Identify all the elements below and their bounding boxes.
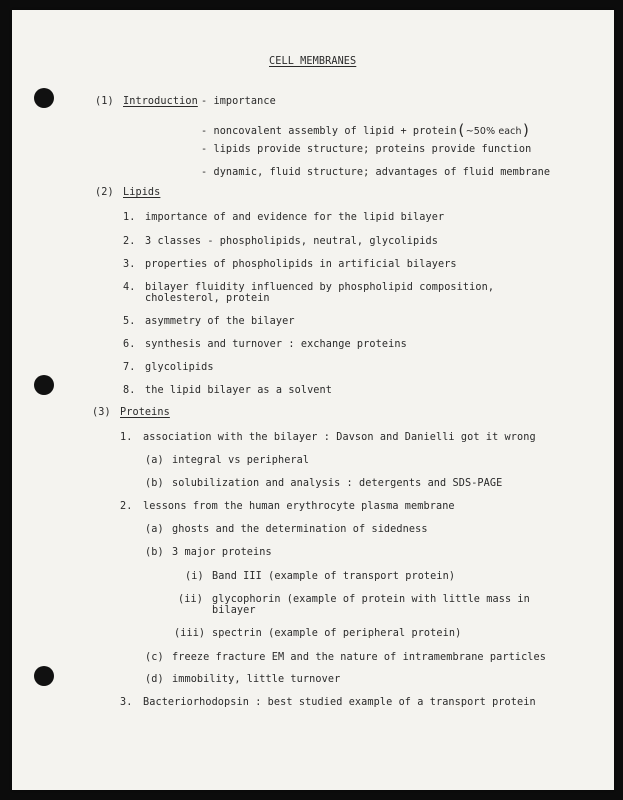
introduction-suffix: - importance: [201, 96, 276, 107]
list-item-number: 1.: [123, 212, 136, 223]
list-item-number: 6.: [123, 339, 136, 350]
sub-item-label: (c): [145, 652, 164, 663]
list-item-number: 1.: [120, 432, 133, 443]
paren-close: ): [521, 121, 531, 139]
roman-item-label: (i): [185, 571, 204, 582]
list-item: importance of and evidence for the lipid bilayer: [145, 212, 445, 223]
section-number-proteins: (3): [92, 407, 111, 418]
list-item: glycolipids: [145, 362, 214, 373]
section-number-lipids: (2): [95, 187, 114, 198]
page-title: CELL MEMBRANES: [269, 56, 357, 67]
sub-item-label: (b): [145, 547, 164, 558]
roman-item-label: (iii): [174, 628, 206, 639]
punch-hole-bottom: [34, 666, 54, 686]
introduction-point-1-text: - noncovalent assembly of lipid + protein: [201, 126, 457, 137]
roman-item-label: (ii): [178, 594, 203, 605]
sub-item: integral vs peripheral: [172, 455, 310, 466]
section-heading-introduction: Introduction: [123, 96, 198, 107]
list-item-number: 3.: [120, 697, 133, 708]
document-page: [12, 10, 614, 790]
introduction-point-2: - lipids provide structure; proteins provide function: [201, 144, 532, 155]
section-number-introduction: (1): [95, 96, 114, 107]
section-heading-proteins: Proteins: [120, 407, 170, 418]
roman-item: glycophorin (example of protein with little mass in: [212, 594, 530, 605]
section-heading-lipids: Lipids: [123, 187, 161, 198]
list-item: 3 classes - phospholipids, neutral, glycolipids: [145, 236, 438, 247]
introduction-point-1: [201, 123, 531, 138]
roman-item: spectrin (example of peripheral protein): [212, 628, 462, 639]
punch-hole-top: [34, 88, 54, 108]
list-item-number: 2.: [120, 501, 133, 512]
list-item-number: 5.: [123, 316, 136, 327]
list-item: bilayer fluidity influenced by phospholipid composition,: [145, 282, 495, 293]
handwritten-note: ~50% each: [465, 126, 522, 137]
roman-item-continuation: bilayer: [212, 605, 256, 616]
list-item: synthesis and turnover : exchange proteins: [145, 339, 407, 350]
list-item-number: 2.: [123, 236, 136, 247]
paren-open: (: [456, 121, 466, 139]
punch-hole-middle: [34, 375, 54, 395]
list-item-continuation: cholesterol, protein: [145, 293, 270, 304]
list-item: asymmetry of the bilayer: [145, 316, 295, 327]
sub-item-label: (a): [145, 524, 164, 535]
roman-item: Band III (example of transport protein): [212, 571, 456, 582]
sub-item: 3 major proteins: [172, 547, 272, 558]
list-item: Bacteriorhodopsin : best studied example of a transport protein: [143, 697, 536, 708]
list-item: properties of phospholipids in artificial bilayers: [145, 259, 457, 270]
sub-item-label: (a): [145, 455, 164, 466]
list-item: association with the bilayer : Davson and Danielli got it wrong: [143, 432, 536, 443]
sub-item: solubilization and analysis : detergents and SDS-PAGE: [172, 478, 503, 489]
introduction-point-3: - dynamic, fluid structure; advantages of fluid membrane: [201, 167, 551, 178]
sub-item-label: (d): [145, 674, 164, 685]
list-item-number: 3.: [123, 259, 136, 270]
list-item-number: 4.: [123, 282, 136, 293]
list-item-number: 8.: [123, 385, 136, 396]
list-item: lessons from the human erythrocyte plasma membrane: [143, 501, 455, 512]
sub-item: freeze fracture EM and the nature of intramembrane particles: [172, 652, 547, 663]
sub-item: immobility, little turnover: [172, 674, 341, 685]
sub-item: ghosts and the determination of sidedness: [172, 524, 428, 535]
list-item: the lipid bilayer as a solvent: [145, 385, 333, 396]
sub-item-label: (b): [145, 478, 164, 489]
list-item-number: 7.: [123, 362, 136, 373]
